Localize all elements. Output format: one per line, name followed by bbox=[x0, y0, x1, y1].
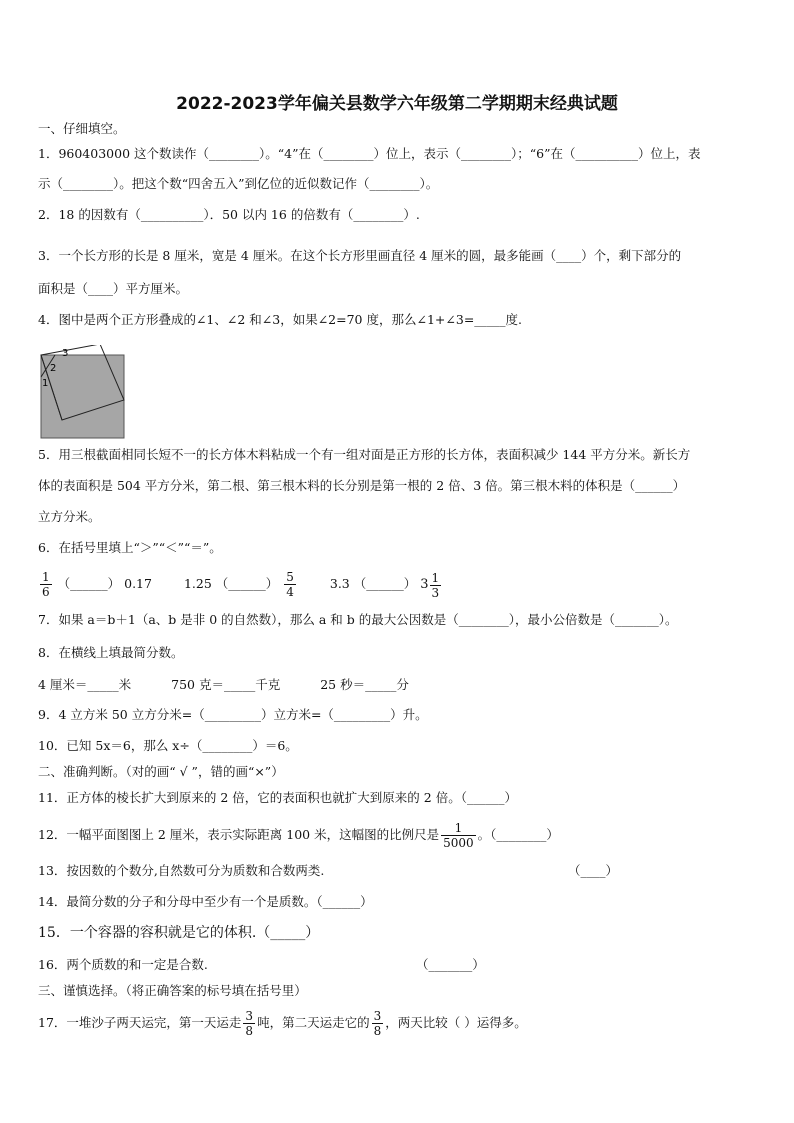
question-2: 2．18 的因数有（__________）．50 以内 16 的倍数有（________）. bbox=[38, 207, 420, 222]
question-6: 6．在括号里填上“＞”“＜”“＝”。 bbox=[38, 540, 222, 555]
q8-item-g: 750 克＝_____千克 bbox=[171, 677, 281, 692]
question-4: 4．图中是两个正方形叠成的∠1、∠2 和∠3，如果∠2=70 度，那么∠1+∠3=_____度. bbox=[38, 312, 523, 327]
value-3-3: 3.3 bbox=[329, 576, 350, 591]
question-9: 9．4 立方米 50 立方分米=（_________）立方米=（_________）升。 bbox=[38, 707, 428, 722]
question-6-items bbox=[38, 566, 443, 602]
question-5-line-3: 立方分米。 bbox=[38, 509, 101, 524]
question-16-blank: （_______） bbox=[416, 957, 485, 972]
question-8: 8．在横线上填最简分数。 bbox=[38, 645, 184, 660]
angle-label-2: 2 bbox=[50, 363, 57, 374]
question-3-line-2: 面积是（____）平方厘米。 bbox=[38, 281, 189, 296]
compare-blank-2: （______） bbox=[215, 576, 279, 591]
section-2-heading: 二、准确判断。（对的画“ √ ”，错的画“×”） bbox=[38, 764, 284, 779]
scale-fraction: $\frac{1}{5000}$ bbox=[443, 821, 474, 850]
question-8-items bbox=[38, 677, 409, 693]
question-1-line-1: 1．960403000 这个数读作（________）。“4”在（________）位上，表示（________）；“6”在（__________）位上，表 bbox=[38, 146, 701, 161]
fraction-three-eighths-2: $\frac{3}{8}$ bbox=[373, 1009, 382, 1038]
question-16: 16．两个质数的和一定是合数. bbox=[38, 957, 208, 972]
question-13: 13．按因数的个数分,自然数可分为质数和合数两类. bbox=[38, 863, 325, 878]
question-11: 11．正方体的棱长扩大到原来的 2 倍，它的表面积也就扩大到原来的 2 倍。（______） bbox=[38, 790, 517, 805]
compare-blank-1: （______） bbox=[57, 576, 121, 591]
mixed-number-3-1-3: 3 $\frac{1}{3}$ bbox=[420, 570, 440, 600]
question-17: 17．一堆沙子两天运完，第一天运走 $\frac{3}{8}$ 吨，第二天运走它的 $\frac{3}{8}$ ，两天比较（ ）运得多。 bbox=[38, 1009, 527, 1038]
question-14: 14．最简分数的分子和分母中至少有一个是质数。（______） bbox=[38, 894, 373, 909]
question-5-line-2: 体的表面积是 504 平方分米，第二根、第三根木料的长分别是第一根的 2 倍、3 倍。第三根木料的体积是（______） bbox=[38, 478, 686, 493]
q8-item-s: 25 秒＝_____分 bbox=[320, 677, 409, 692]
q8-item-cm: 4 厘米＝_____米 bbox=[38, 677, 132, 692]
question-1-line-2: 示（________）。把这个数“四舍五入”到亿位的近似数记作（________）。 bbox=[38, 176, 439, 191]
fraction-three-eighths-1: $\frac{3}{8}$ bbox=[245, 1009, 254, 1038]
page-title: 2022-2023学年偏关县数学六年级第二学期期末经典试题 bbox=[176, 94, 618, 114]
fraction-five-fourths: $\frac{5}{4}$ bbox=[286, 570, 294, 599]
value-1-25: 1.25 bbox=[183, 576, 212, 591]
overlapping-squares-figure bbox=[40, 345, 126, 441]
fraction-one-sixth: $\frac{1}{6}$ bbox=[42, 570, 50, 599]
section-1-heading: 一、仔细填空。 bbox=[38, 121, 126, 136]
question-3-line-1: 3．一个长方形的长是 8 厘米，宽是 4 厘米。在这个长方形里画直径 4 厘米的圆，最多能画（____）个，剩下部分的 bbox=[38, 248, 682, 263]
section-3-heading: 三、谨慎选择。（将正确答案的标号填在括号里） bbox=[38, 983, 307, 998]
question-13-blank: （____） bbox=[568, 863, 619, 878]
question-7: 7．如果 a＝b＋1（a、b 是非 0 的自然数），那么 a 和 b 的最大公因数是（________），最小公倍数是（_______）。 bbox=[38, 612, 678, 627]
question-12: 12．一幅平面图图上 2 厘米，表示实际距离 100 米，这幅图的比例尺是 $\frac{1}{5000}$ 。（________） bbox=[38, 821, 559, 850]
angle-label-3: 3 bbox=[62, 348, 69, 359]
compare-blank-3: （______） bbox=[353, 576, 417, 591]
value-0-17: 0.17 bbox=[124, 576, 152, 591]
question-5-line-1: 5．用三根截面相同长短不一的长方体木料粘成一个有一组对面是正方形的长方体，表面积减少 144 平方分米。新长方 bbox=[38, 447, 691, 462]
question-15: 15．一个容器的容积就是它的体积.（_____） bbox=[38, 925, 320, 941]
question-10: 10．已知 5x＝6，那么 x÷（________）＝6。 bbox=[38, 738, 298, 753]
angle-label-1: 1 bbox=[42, 378, 49, 389]
